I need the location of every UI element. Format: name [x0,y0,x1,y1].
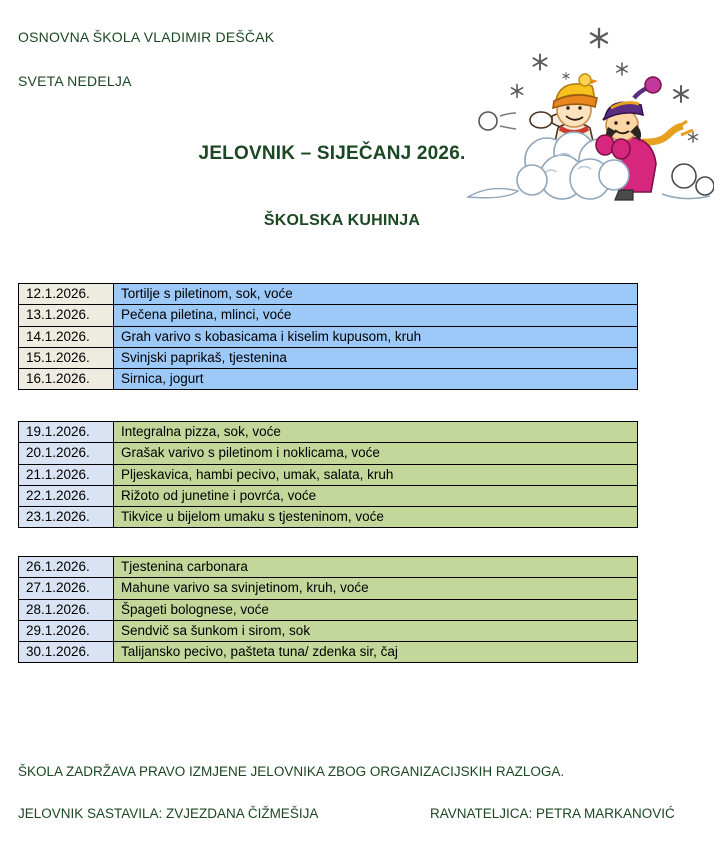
school-name [18,26,274,92]
meal-cell: Tjestenina carbonara [114,557,638,578]
date-cell: 19.1.2026. [19,422,114,443]
date-cell: 21.1.2026. [19,464,114,485]
meal-cell: Tortilje s piletinom, sok, voće [114,284,638,305]
date-cell: 26.1.2026. [19,557,114,578]
date-cell: 20.1.2026. [19,443,114,464]
date-cell: 13.1.2026. [19,305,114,326]
menu-week-3-table [18,556,638,663]
menu-row [19,485,638,506]
menu-row [19,620,638,641]
meal-cell: Talijansko pecivo, pašteta tuna/ zdenka sir, čaj [114,642,638,663]
page-subtitle: ŠKOLSKA KUHINJA [263,212,421,229]
meal-cell: Mahune varivo sa svinjetinom, kruh, voće [114,578,638,599]
meal-cell: Rižoto od junetine i povrća, voće [114,485,638,506]
menu-row [19,578,638,599]
date-cell: 28.1.2026. [19,599,114,620]
menu-row [19,599,638,620]
meal-cell: Grašak varivo s piletinom i noklicama, voće [114,443,638,464]
menu-row [19,507,638,528]
composed-by-line: JELOVNIK SASTAVILA: ZVJEZDANA ČIŽMEŠIJA [18,806,319,821]
meal-cell: Sendvič sa šunkom i sirom, sok [114,620,638,641]
meal-cell: Pečena piletina, mlinci, voće [114,305,638,326]
date-cell: 27.1.2026. [19,578,114,599]
menu-row [19,443,638,464]
meal-cell: Sirnica, jogurt [114,369,638,390]
meal-cell: Tikvice u bijelom umaku s tjesteninom, voće [114,507,638,528]
date-cell: 16.1.2026. [19,369,114,390]
meal-cell: Pljeskavica, hambi pecivo, umak, salata, kruh [114,464,638,485]
menu-row [19,305,638,326]
menu-row [19,557,638,578]
menu-row [19,284,638,305]
principal-line: RAVNATELJICA: PETRA MARKANOVIĆ [430,806,675,821]
menu-change-disclaimer: ŠKOLA ZADRŽAVA PRAVO IZMJENE JELOVNIKA ZBOG ORGANIZACIJSKIH RAZLOGA. [18,764,565,779]
school-name-line2: SVETA NEDELJA [18,73,132,89]
children-snow-illustration [462,24,714,204]
meal-cell: Svinjski paprikaš, tjestenina [114,347,638,368]
menu-row [19,422,638,443]
meal-cell: Grah varivo s kobasicama i kiselim kupusom, kruh [114,326,638,347]
meal-cell: Špageti bolognese, voće [114,599,638,620]
menu-week-1-table [18,283,638,390]
menu-row [19,642,638,663]
date-cell: 23.1.2026. [19,507,114,528]
menu-row [19,369,638,390]
school-name-line1: OSNOVNA ŠKOLA VLADIMIR DEŠČAK [18,29,275,45]
snowball-icon [479,112,516,130]
date-cell: 15.1.2026. [19,347,114,368]
date-cell: 14.1.2026. [19,326,114,347]
menu-row [19,347,638,368]
menu-week-2-table [18,421,638,528]
menu-row [19,464,638,485]
meal-cell: Integralna pizza, sok, voće [114,422,638,443]
date-cell: 12.1.2026. [19,284,114,305]
menu-row [19,326,638,347]
date-cell: 22.1.2026. [19,485,114,506]
page-title: JELOVNIK – SIJEČANJ 2026. [198,143,466,164]
date-cell: 30.1.2026. [19,642,114,663]
date-cell: 29.1.2026. [19,620,114,641]
